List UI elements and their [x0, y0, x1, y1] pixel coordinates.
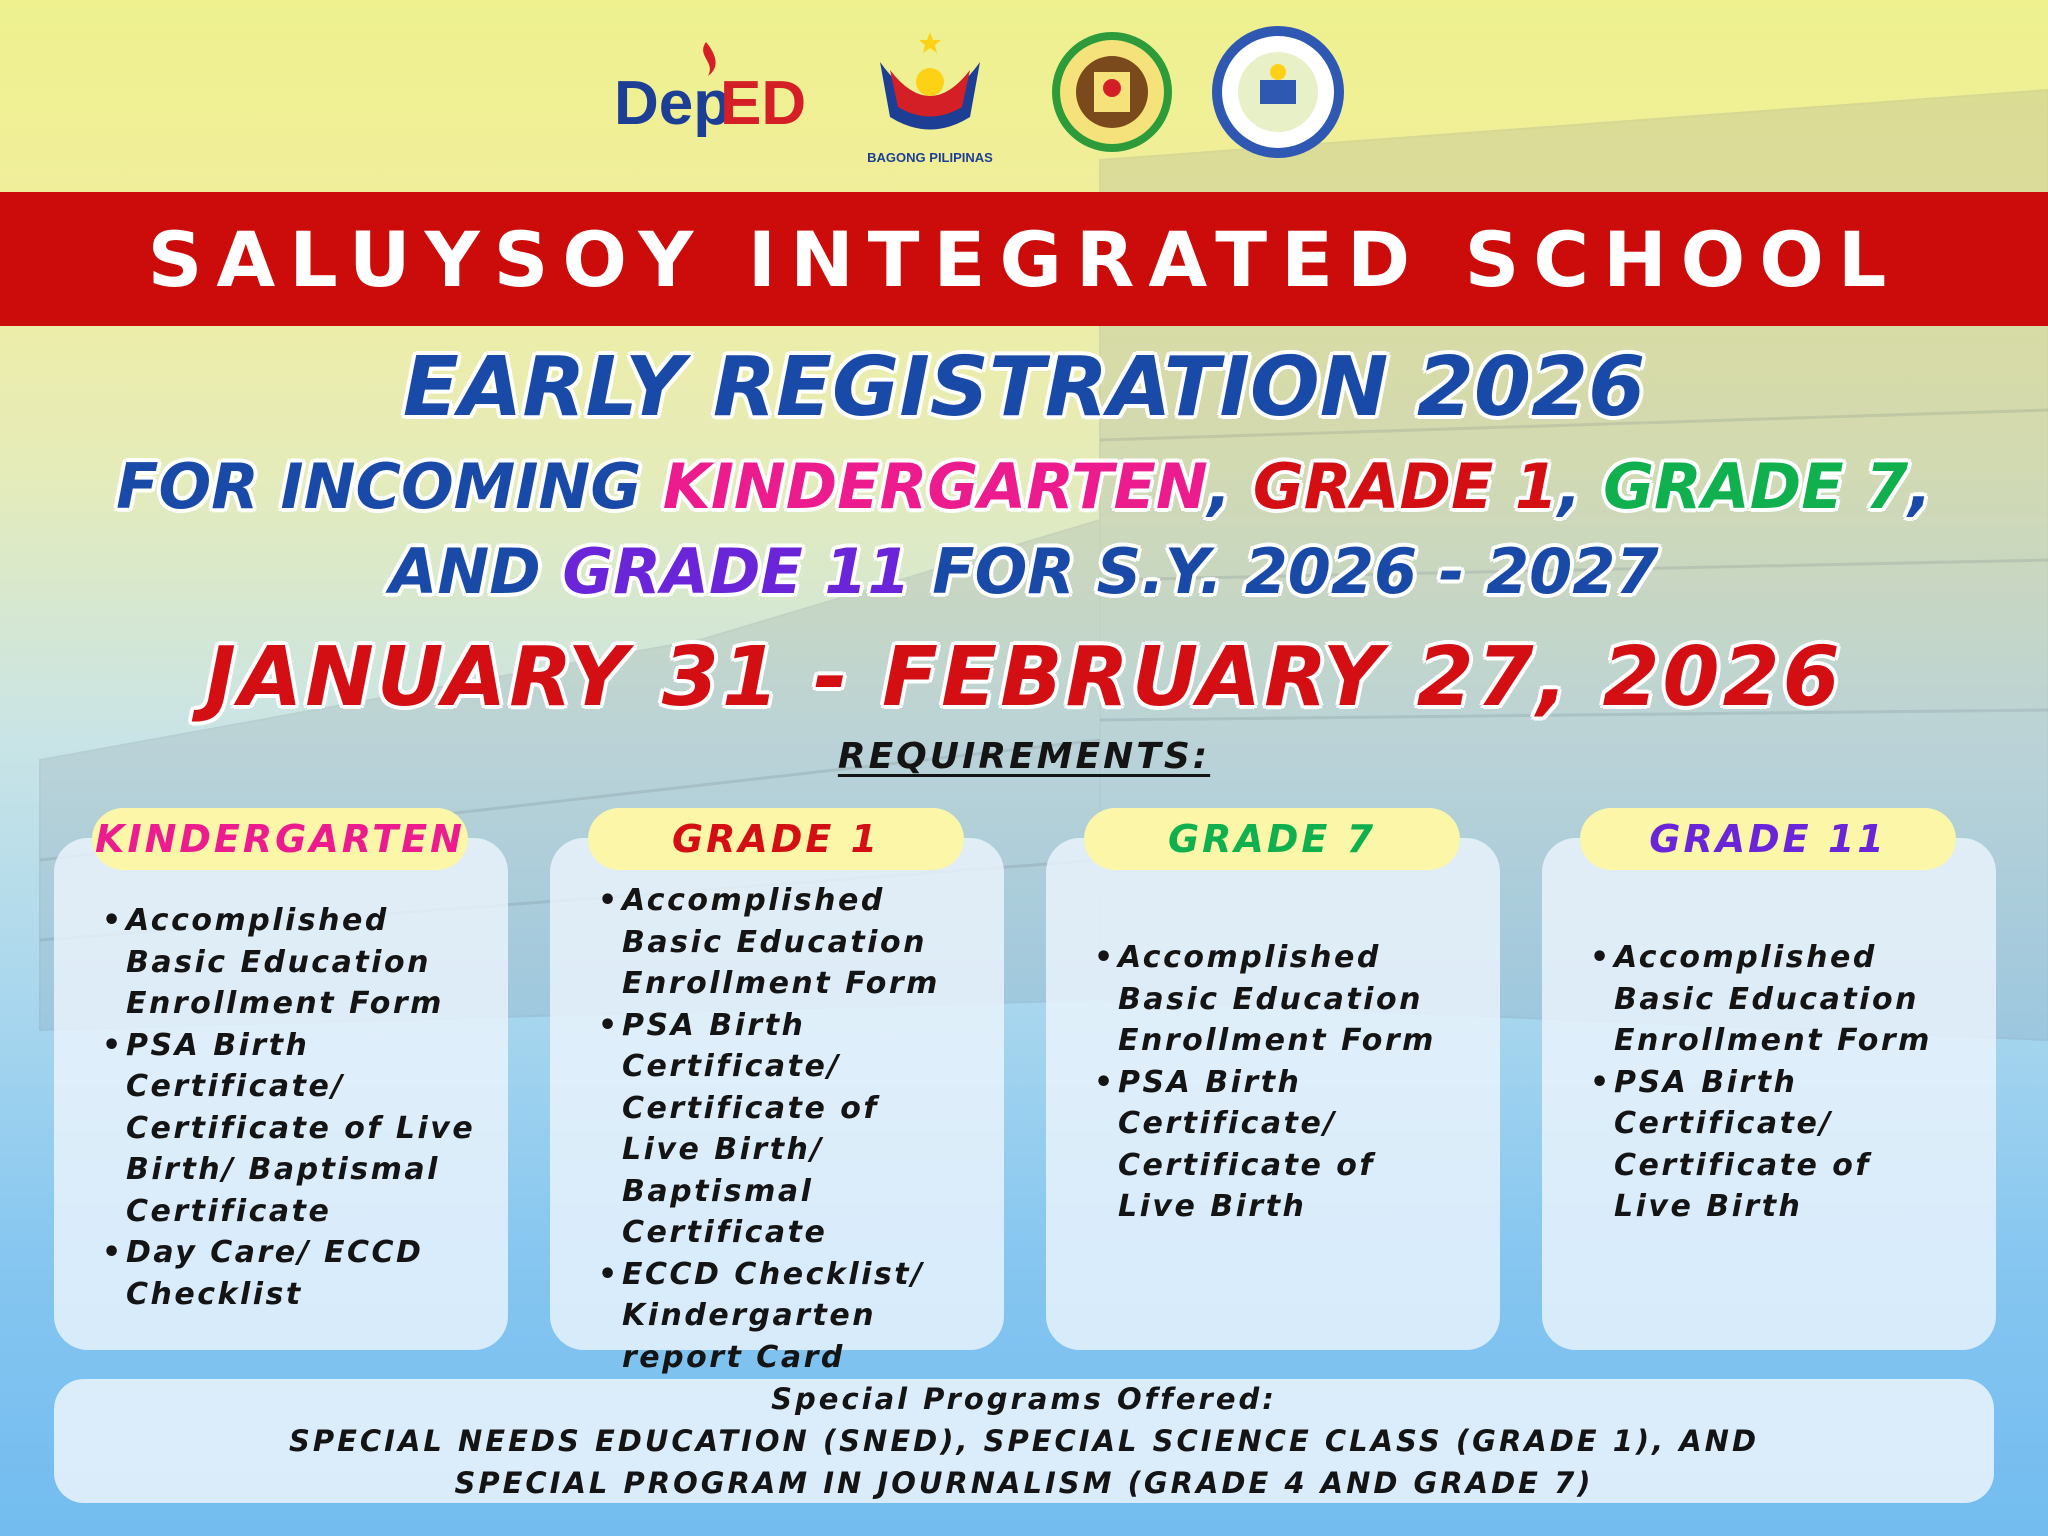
card-title-grade1: GRADE 1 [588, 808, 964, 870]
list-item: • Accomplished Basic Education Enrollment Form [1092, 937, 1462, 1062]
list-item: • Accomplished Basic Education Enrollment Form [1588, 937, 1958, 1062]
grade1-label: GRADE 1 [1252, 450, 1559, 523]
requirements-list-grade7 [1092, 937, 1462, 1228]
list-item: • Day Care/ ECCD Checklist [100, 1232, 480, 1315]
comma: , [1558, 450, 1604, 523]
card-title-grade11: GRADE 11 [1580, 808, 1956, 870]
registration-dates: JANUARY 31 - FEBRUARY 27, 2026 [205, 630, 1843, 725]
school-seal-logo [1212, 26, 1344, 158]
svg-text:ED: ED [720, 69, 807, 138]
school-year-line [0, 535, 2048, 608]
division-seal-logo [1052, 32, 1172, 152]
list-item: • PSA Birth Certificate/ Certificate of Live Birth/ Baptismal Certificate [596, 1005, 966, 1254]
list-item: • PSA Birth Certificate/ Certificate of Live Birth [1588, 1062, 1958, 1228]
comma: , [1908, 450, 1932, 523]
svg-text:Dep: Dep [614, 69, 732, 138]
grade7-label: GRADE 7 [1603, 450, 1909, 523]
line2-prefix: FOR INCOMING [116, 450, 663, 523]
school-year: FOR S.Y. 2026 - 2027 [910, 535, 1659, 608]
list-item: • PSA Birth Certificate/ Certificate of Live Birth [1092, 1062, 1462, 1228]
grade11-label: GRADE 11 [562, 535, 911, 608]
special-programs-line1: SPECIAL NEEDS EDUCATION (SNED), SPECIAL SCIENCE CLASS (GRADE 1), AND [288, 1424, 1760, 1458]
special-programs-box [54, 1379, 1994, 1503]
list-item: • PSA Birth Certificate/ Certificate of Live Birth/ Baptismal Certificate [100, 1025, 480, 1233]
requirements-list-grade1 [596, 880, 966, 1378]
line3-prefix: AND [389, 535, 563, 608]
card-title-grade7: GRADE 7 [1084, 808, 1460, 870]
school-name-banner [0, 192, 2048, 326]
svg-text:BAGONG PILIPINAS: BAGONG PILIPINAS [867, 150, 993, 165]
list-item: • ECCD Checklist/ Kindergarten report Card [596, 1254, 966, 1379]
special-programs-line2: SPECIAL PROGRAM IN JOURNALISM (GRADE 4 AND GRADE 7) [454, 1466, 1594, 1500]
list-item: • Accomplished Basic Education Enrollment Form [596, 880, 966, 1005]
special-programs-title: Special Programs Offered: [771, 1382, 1277, 1416]
comma: , [1207, 450, 1253, 523]
bagong-pilipinas-logo [867, 32, 993, 165]
requirements-list-grade11 [1588, 937, 1958, 1228]
incoming-grades-line [0, 450, 2048, 523]
logos-row [610, 22, 1370, 172]
list-item: • Accomplished Basic Education Enrollment Form [100, 900, 480, 1025]
school-name: SALUYSOY INTEGRATED SCHOOL [147, 214, 1901, 304]
requirements-title: REQUIREMENTS: [837, 736, 1211, 777]
requirements-list-kindergarten [100, 900, 480, 1315]
kindergarten-label: KINDERGARTEN [662, 450, 1208, 523]
deped-logo [614, 42, 806, 138]
card-title-kindergarten: KINDERGARTEN [92, 808, 468, 870]
event-title: EARLY REGISTRATION 2026 [402, 340, 1646, 435]
